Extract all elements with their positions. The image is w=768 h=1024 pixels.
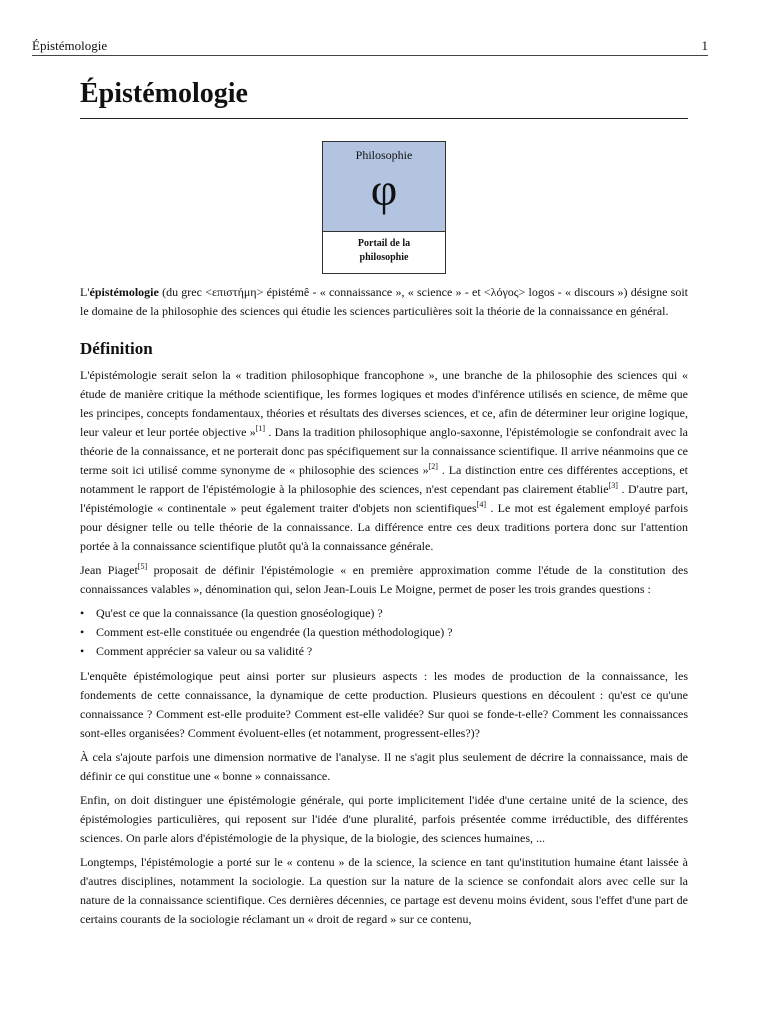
definition-text: proposait de définir l'épistémologie « en première approximation comme l'étude de la constitution des connaissances valables », dénomination qui, selon Jean-Louis Le Moigne, permet de poser les trois grandes questions : <box>80 563 688 596</box>
piaget-link[interactable]: Jean Piaget <box>80 563 138 577</box>
definition-paragraph-3: L'enquête épistémologique peut ainsi porter sur plusieurs aspects : les modes de production de la connaissance, les fondements de cette connaissance, la dynamique de cette production. Plusieurs questions en découlent : qu'est ce qu'une connaissance ? Comment est-elle produite? Comment est-elle validée? Sur quoi se fonde-t-elle? Comment les connaissances sont-elles organisées? Comment évoluent-elles (et notamment, progressent-elles?)? <box>80 669 688 740</box>
definition-text: . Dans la tradition philosophique anglo-saxonne, l'épistémologie se confondrait avec la théorie de la connaissance, et ne porterait donc pas spécifiquement sur la connaissance scientifique. Il arrive néanmoins que ce terme soit ici utilisé comme synonyme de « philosophie des sciences » <box>80 425 689 477</box>
list-item: • Comment est-elle constituée ou engendrée (la question méthodologique) ? <box>80 623 688 642</box>
questions-list <box>80 604 688 661</box>
definition-paragraph-4: À cela s'ajoute parfois une dimension normative de l'analyse. Il ne s'agit plus seulement de décrire la connaissance, mais de définir ce qui constitue une « bonne » connaissance. <box>80 750 688 783</box>
ref-link-4[interactable]: [4] <box>476 500 486 509</box>
ref-link-2[interactable]: [2] <box>428 462 438 471</box>
running-header <box>32 38 708 56</box>
portal-caption[interactable] <box>323 237 445 265</box>
portal-image-panel[interactable] <box>323 142 445 232</box>
definition-paragraph-6: Longtemps, l'épistémologie a porté sur le « contenu » de la science, la science en tant qu'institution humaine étant laissée à d'autres disciplines, notamment la sociologie. La question sur la nature de la science se confondait alors avec celle sur la nature de la connaissance scientifique. Ces dernières décennies, ce partage est devenu moins évident, sous l'effet d'une part de certains courants de la sociologie réclamant un « droit de regard » sur ce contenu, <box>80 855 688 926</box>
ref-link-5[interactable]: [5] <box>137 562 148 571</box>
definition-paragraph-2 <box>80 561 688 599</box>
phi-icon: φ <box>370 164 398 215</box>
title-rule <box>80 118 688 119</box>
portal-caption-line2: philosophie <box>359 252 409 263</box>
list-item: • Comment apprécier sa valeur ou sa validité ? <box>80 642 688 661</box>
ref-link-1[interactable]: [1] <box>255 424 266 433</box>
intro-text: (du grec <επιστήμη> épistémê - « connaissance », « science » - et <λόγος> logos - « discours ») désigne soit le domaine de la philosophie des sciences qui étudie les sciences particulières soit la théorie de la connaissance en général. <box>80 285 688 318</box>
page-title: Épistémologie <box>80 78 248 109</box>
ref-link-3[interactable]: [3] <box>608 481 618 490</box>
intro-paragraph <box>80 283 688 321</box>
definition-text: . D'autre part, l'épistémologie « continentale » peut également traiter d'objets non scientifiques <box>80 482 689 515</box>
page-number: 1 <box>701 38 708 53</box>
list-item: • Qu'est ce que la connaissance (la question gnoséologique) ? <box>80 604 688 623</box>
running-title: Épistémologie <box>32 38 108 53</box>
portal-panel-title: Philosophie <box>355 148 413 162</box>
intro-article: L' <box>80 285 90 299</box>
section-heading-definition: Définition <box>80 339 153 358</box>
article-body <box>80 283 688 934</box>
portal-caption-line1: Portail de la <box>357 238 411 249</box>
definition-text: . Le mot est également employé parfois pour désigner telle ou telle théorie de la connaissance. La différence entre ces deux traditions portera donc sur l'attention portée à la connaissance scientifique plutôt qu'à la connaissance générale. <box>80 501 689 553</box>
definition-paragraph-1 <box>80 366 688 556</box>
definition-text: . La distinction entre ces différentes acceptions, et notamment le rapport de l'épistémologie à la philosophie des sciences, n'est cependant pas clairement établie <box>80 463 688 496</box>
philosophy-portal-box[interactable] <box>322 141 446 274</box>
definition-text: L'épistémologie serait selon la « tradition philosophique francophone », une branche de la philosophie des sciences qui « étude de manière critique la méthode scientifique, les formes logiques et modes d'inférence utilisés en science, de même que les principes, concepts fondamentaux, théories et résultats des diverses sciences, et ce, afin de déterminer leur origine logique, leur valeur et leur portée objective » <box>80 368 688 439</box>
definition-paragraph-5: Enfin, on doit distinguer une épistémologie générale, qui porte implicitement l'idée d'une certaine unité de la science, des épistémologies particulières, qui reposent sur l'idée d'une pluralité, parfois présentée comme irréductible, des différentes sciences. On parle alors d'épistémologie de la physique, de la biologie, des sciences humaines, ... <box>80 793 688 845</box>
intro-term: épistémologie <box>89 285 159 299</box>
